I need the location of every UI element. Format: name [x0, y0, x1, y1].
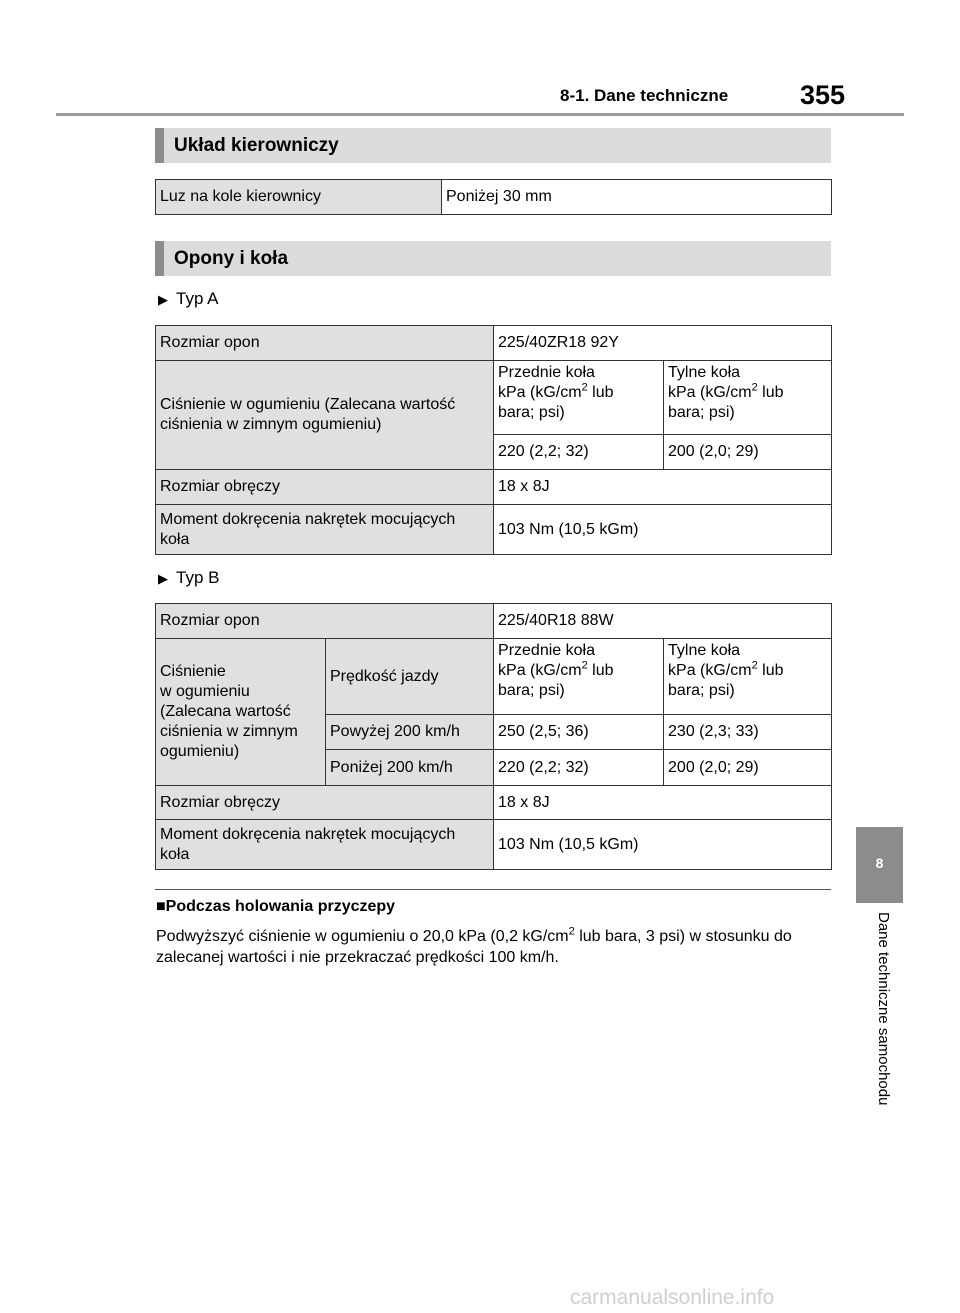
tires-heading: Opony i koła: [174, 248, 289, 269]
tire-size-value: 225/40R18 88W: [494, 604, 832, 639]
steering-play-label: Luz na kole kierownicy: [156, 180, 442, 215]
towing-note-body: Podwyższyć ciśnienie w ogumieniu o 20,0 kPa (0,2 $kG/cm^2$ lub bara, 3 psi) w stosunku do zalecanej wartości i nie przekraczać prędkości 100 km/h.: [156, 925, 792, 966]
torque-label: Moment dokręcenia nakrętek mocujących koła: [156, 820, 494, 870]
rim-size-label: Rozmiar obręczy: [156, 786, 494, 820]
table-row: [156, 326, 832, 361]
page-number: 355: [800, 80, 846, 110]
triangle-bullet-icon: ▶: [158, 571, 168, 586]
table-row: [156, 786, 832, 820]
speed-value: Poniżej 200 km/h: [326, 750, 494, 786]
towing-note-title: Podczas holowania przyczepy: [165, 898, 396, 915]
steering-heading: Układ kierowniczy: [174, 135, 339, 156]
front-pressure-value: 220 (2,2; 32): [494, 750, 664, 786]
rim-size-value: 18 x 8J: [494, 470, 832, 505]
pressure-label: Ciśnienie w ogumieniu (Zalecana wartość ciśnienia w zimnym ogumieniu): [156, 361, 494, 470]
chapter-label: Dane techniczne samochodu: [875, 912, 892, 1106]
triangle-bullet-icon: ▶: [158, 292, 168, 307]
tire-size-label: Rozmiar opon: [156, 604, 494, 639]
torque-label: Moment dokręcenia nakrętek mocujących koła: [156, 505, 494, 555]
type-b-label: [158, 568, 219, 588]
table-row: [156, 361, 832, 435]
steering-play-value: Poniżej 30 mm: [442, 180, 832, 215]
steering-heading-bar: [155, 128, 831, 163]
front-pressure-header: Przednie koła kPa ($kG/cm^2$ lub bara; psi): [494, 639, 664, 715]
table-row: [156, 505, 832, 555]
type-a-label: [158, 289, 219, 309]
table-row: [156, 470, 832, 505]
type-a-table: [155, 325, 832, 555]
front-pressure-header: Przednie koła kPa ($kG/cm^2$ lub bara; psi): [494, 361, 664, 435]
front-pressure-value: 220 (2,2; 32): [494, 435, 664, 470]
rear-pressure-header: Tylne koła kPa ($kG/cm^2$ lub bara; psi): [664, 639, 832, 715]
watermark: carmanualsonline.info: [570, 1286, 775, 1309]
tires-heading-bar: [155, 241, 831, 276]
type-b-text: Typ B: [176, 568, 220, 587]
towing-note-heading: [156, 898, 395, 916]
pressure-label: Ciśnienie w ogumieniu (Zalecana wartość ciśnienia w zimnym ogumieniu): [156, 639, 326, 786]
torque-value: 103 Nm (10,5 kGm): [494, 820, 832, 870]
note-divider: [155, 889, 831, 890]
tire-size-value: 225/40ZR18 92Y: [494, 326, 832, 361]
header-divider: [56, 113, 904, 116]
rear-pressure-value: 230 (2,3; 33): [664, 715, 832, 750]
front-pressure-value: 250 (2,5; 36): [494, 715, 664, 750]
section-title: 8-1. Dane techniczne: [560, 86, 729, 105]
torque-value: 103 Nm (10,5 kGm): [494, 505, 832, 555]
table-row: [156, 604, 832, 639]
rear-pressure-value: 200 (2,0; 29): [664, 750, 832, 786]
table-row: [156, 820, 832, 870]
speed-value: Powyżej 200 km/h: [326, 715, 494, 750]
rim-size-value: 18 x 8J: [494, 786, 832, 820]
type-a-text: Typ A: [176, 289, 219, 308]
table-row: [156, 180, 832, 215]
speed-header: Prędkość jazdy: [326, 639, 494, 715]
type-b-table: [155, 603, 832, 870]
steering-table: [155, 179, 832, 215]
rear-pressure-header: Tylne koła kPa ($kG/cm^2$ lub bara; psi): [664, 361, 832, 435]
tire-size-label: Rozmiar opon: [156, 326, 494, 361]
rear-pressure-value: 200 (2,0; 29): [664, 435, 832, 470]
rim-size-label: Rozmiar obręczy: [156, 470, 494, 505]
table-row: [156, 639, 832, 715]
chapter-number: 8: [875, 855, 884, 871]
square-bullet-icon: ■: [156, 898, 166, 915]
